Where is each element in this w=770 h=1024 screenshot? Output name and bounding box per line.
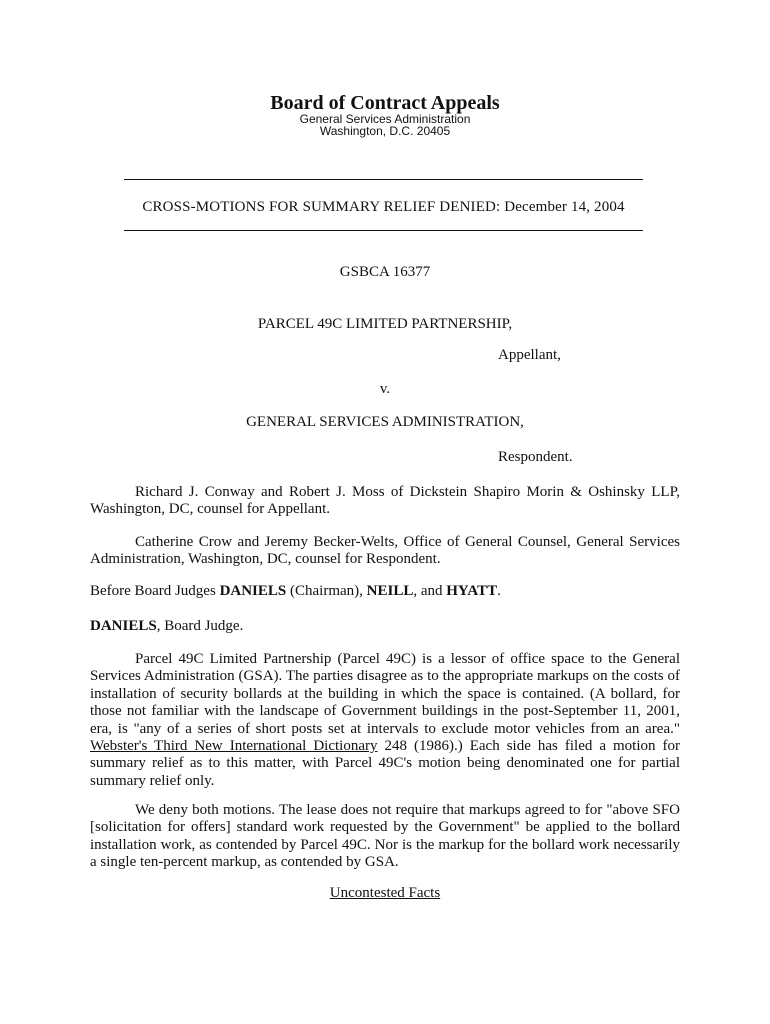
p1-text-before: Parcel 49C Limited Partnership (Parcel 49C) is a lessor of office space to the General Services Administration (GSA). The parties disagree as to the appropriate markups on the costs of installation of security bollards at the building in which the space is contained. (A bollard, for those not familiar with the landscape of Government buildings in the post-September 11, 2001, era, is "any of a series of short posts set at intervals to exclude motor vehicles from an area." bbox=[90, 651, 680, 737]
appellant-name: PARCEL 49C LIMITED PARTNERSHIP, bbox=[257, 316, 513, 332]
case-number: GSBCA 16377 bbox=[339, 264, 431, 280]
body-paragraph-1 bbox=[90, 651, 680, 790]
section-heading-text: Uncontested Facts bbox=[329, 885, 441, 901]
judge-daniels: DANIELS bbox=[219, 583, 287, 599]
panel-line bbox=[90, 583, 680, 600]
p1-text-after: 248 (1986).) Each side has filed a motion for summary relief as to this matter, with Parcel 49C's motion being denominated one for partial summary relief only. bbox=[90, 738, 681, 789]
panel-conjunction: , and bbox=[413, 583, 447, 599]
agency-address: Washington, D.C. 20405 bbox=[319, 124, 451, 138]
judge-neill: NEILL bbox=[366, 583, 414, 599]
respondent-name: GENERAL SERVICES ADMINISTRATION, bbox=[246, 414, 524, 430]
panel-suffix: . bbox=[497, 583, 501, 599]
section-heading bbox=[0, 885, 770, 902]
respondent-role: Respondent. bbox=[498, 449, 573, 465]
decision-line: CROSS-MOTIONS FOR SUMMARY RELIEF DENIED: December 14, 2004 bbox=[142, 199, 625, 215]
bottom-divider bbox=[124, 230, 643, 231]
body-paragraph-2: We deny both motions. The lease does not require that markups agreed to for "above SFO [solicitation for offers] standard work requested by the Government" be applied to the bollard installation work, as contended by Parcel 49C. Nor is the markup for the bollard work necessarily a single ten-percent markup, as contended by GSA. bbox=[90, 802, 680, 871]
appellant-role: Appellant, bbox=[498, 347, 561, 363]
board-title: Board of Contract Appeals bbox=[270, 92, 500, 114]
judge-daniels-note: (Chairman), bbox=[286, 583, 367, 599]
panel-prefix: Before Board Judges bbox=[90, 583, 220, 599]
versus: v. bbox=[379, 381, 391, 397]
agency-name: General Services Administration bbox=[299, 112, 471, 126]
author-title: , Board Judge. bbox=[156, 618, 244, 634]
appellant-counsel: Richard J. Conway and Robert J. Moss of Dickstein Shapiro Morin & Oshinsky LLP, Washington, DC, counsel for Appellant. bbox=[90, 484, 680, 518]
opinion-author bbox=[90, 618, 680, 635]
judge-hyatt: HYATT bbox=[446, 583, 498, 599]
dictionary-citation: Webster's Third New International Dictionary bbox=[90, 738, 378, 755]
respondent-counsel: Catherine Crow and Jeremy Becker-Welts, Office of General Counsel, General Services Administration, Washington, DC, counsel for Respondent. bbox=[90, 534, 680, 568]
top-divider bbox=[124, 179, 643, 180]
author-name: DANIELS bbox=[90, 618, 157, 634]
